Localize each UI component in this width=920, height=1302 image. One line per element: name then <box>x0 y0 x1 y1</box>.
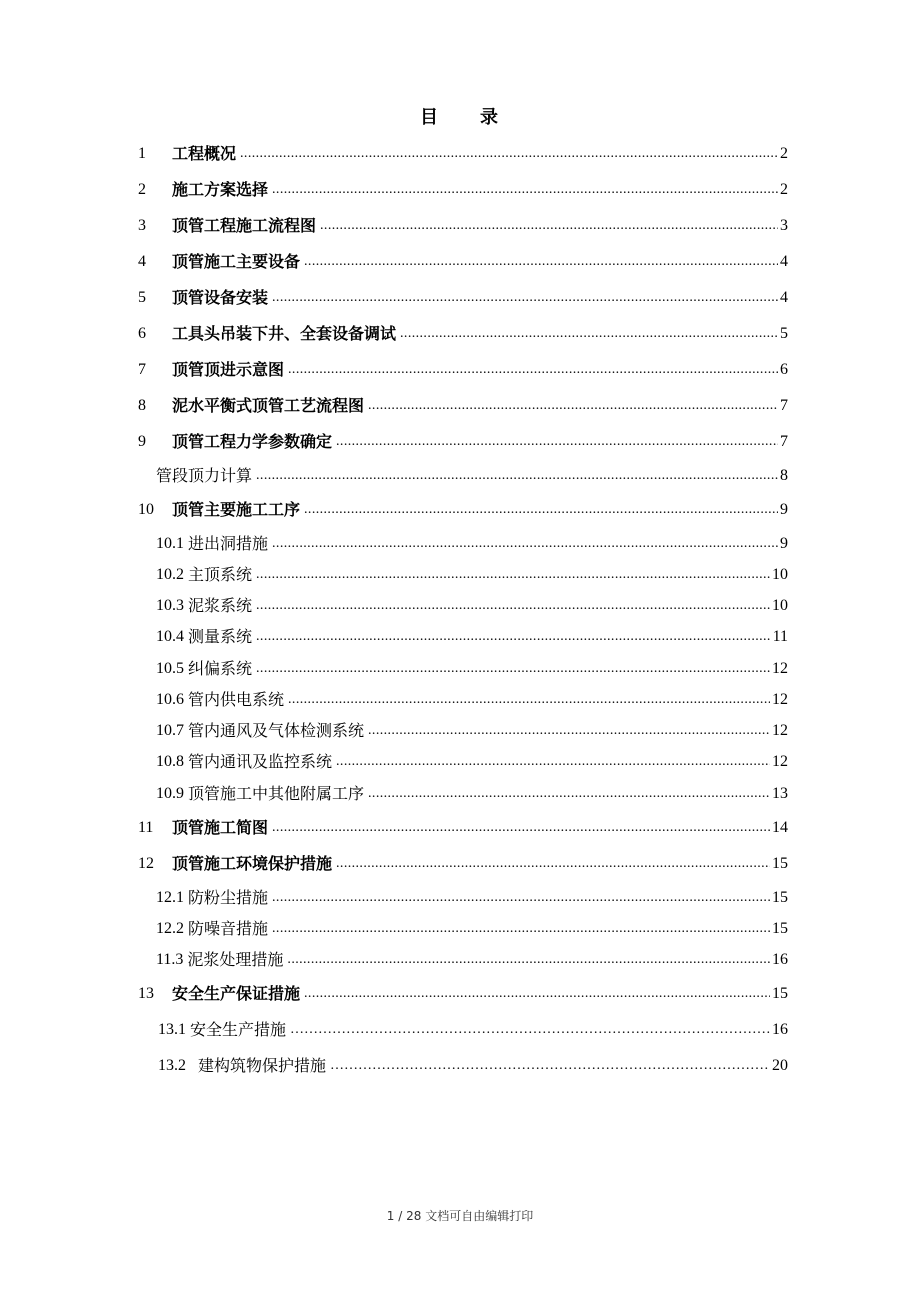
toc-entry-number: 3 <box>138 217 146 234</box>
toc-entry-number: 10.1 <box>156 535 184 552</box>
toc-entry-page: 9 <box>780 535 788 552</box>
toc-entry-label: 主顶系统 <box>188 565 253 584</box>
toc-entry-label: 管内通讯及监控系统 <box>188 752 333 771</box>
title-right-char: 录 <box>480 107 500 128</box>
toc-entry-page: 15 <box>772 855 788 872</box>
toc-entry-label: 防噪音措施 <box>188 919 269 938</box>
toc-entry-label: 工程概况 <box>172 144 237 163</box>
toc-entry-number: 11 <box>138 819 154 836</box>
toc-leader-dots <box>240 144 778 164</box>
toc-leader-dots <box>272 818 770 838</box>
toc-leader-dots <box>256 466 778 486</box>
toc-entry-10-7[interactable] <box>156 717 788 741</box>
toc-entry-number: 10.8 <box>156 753 184 770</box>
toc-entry-number: 10.4 <box>156 628 184 645</box>
toc-leader-dots <box>336 752 770 772</box>
toc-entry-label: 泥浆处理措施 <box>187 950 284 969</box>
toc-entry-page: 6 <box>780 361 788 378</box>
toc-leader-dots <box>288 360 778 380</box>
toc-entry-10-5[interactable] <box>156 655 788 679</box>
toc-entry-number: 12.2 <box>156 920 184 937</box>
toc-entry-page: 10 <box>772 597 788 614</box>
toc-entry-10-4[interactable] <box>156 623 788 647</box>
toc-entry-13[interactable] <box>138 980 788 1004</box>
toc-entry-page: 14 <box>772 819 788 836</box>
page-footer: 1 / 28 文档可自由编辑打印 <box>386 1209 534 1223</box>
toc-entry-number: 8 <box>138 397 146 414</box>
toc-entry-page: 15 <box>772 985 788 1002</box>
toc-entry-page: 2 <box>780 181 788 198</box>
toc-entry-label: 顶管施工主要设备 <box>172 252 301 271</box>
toc-entry-page: 13 <box>772 785 788 802</box>
toc-entry-10-2[interactable] <box>156 561 788 585</box>
toc-leader-dots <box>288 690 770 710</box>
toc-entry-13-2[interactable] <box>158 1052 788 1076</box>
toc-entry-7[interactable] <box>138 356 788 380</box>
toc-entry-number: 7 <box>138 361 146 378</box>
toc-entry-label: 顶管施工简图 <box>172 818 269 837</box>
toc-leader-dots <box>336 432 778 452</box>
toc-entry-page: 12 <box>772 691 788 708</box>
toc-entry-9-1[interactable] <box>156 462 788 486</box>
toc-entry-page: 12 <box>772 722 788 739</box>
page-title <box>0 103 920 129</box>
toc-entry-page: 2 <box>780 145 788 162</box>
toc-leader-dots <box>256 627 771 647</box>
toc-entry-number: 9 <box>138 433 146 450</box>
toc-leader-dots <box>336 854 770 874</box>
toc-entry-label: 管内供电系统 <box>188 690 285 709</box>
toc-entry-label: 建构筑物保护措施 <box>198 1056 327 1075</box>
toc-entry-number: 10.7 <box>156 722 184 739</box>
toc-entry-10-9[interactable] <box>156 780 788 804</box>
toc-leader-dots <box>304 500 778 520</box>
toc-entry-page: 10 <box>772 566 788 583</box>
toc-entry-page: 9 <box>780 501 788 518</box>
toc-entry-number: 13.1 <box>158 1021 186 1038</box>
toc-leader-dots <box>272 919 770 939</box>
toc-entry-label: 安全生产措施 <box>190 1020 287 1039</box>
toc-entry-page: 8 <box>780 467 788 484</box>
toc-entry-number: 4 <box>138 253 146 270</box>
toc-entry-page: 16 <box>772 951 788 968</box>
toc-entry-page: 20 <box>772 1057 788 1074</box>
toc-entry-page: 5 <box>780 325 788 342</box>
title-left-char: 目 <box>420 107 440 128</box>
toc-leader-dots <box>272 288 778 308</box>
toc-entry-label: 工具头吊装下井、全套设备调试 <box>172 324 397 343</box>
toc-entry-number: 10 <box>138 501 154 518</box>
toc-entry-10-1[interactable] <box>156 530 788 554</box>
toc-entry-10-6[interactable] <box>156 686 788 710</box>
toc-entry-11[interactable] <box>138 814 788 838</box>
toc-entry-12-2[interactable] <box>156 915 788 939</box>
toc-entry-page: 15 <box>772 920 788 937</box>
toc-entry-label: 泥浆系统 <box>188 596 253 615</box>
toc-entry-number: 13 <box>138 985 154 1002</box>
toc-entry-number: 13.2 <box>158 1057 186 1074</box>
toc-entry-4[interactable] <box>138 248 788 272</box>
toc-entry-page: 12 <box>772 753 788 770</box>
toc-entry-8[interactable] <box>138 392 788 416</box>
toc-leader-dots <box>400 324 778 344</box>
toc-entry-5[interactable] <box>138 284 788 308</box>
toc-entry-number: 12 <box>138 855 154 872</box>
toc-entry-label: 顶管设备安装 <box>172 288 269 307</box>
toc-entry-page: 12 <box>772 660 788 677</box>
toc-entry-12[interactable] <box>138 850 788 874</box>
toc-entry-label: 施工方案选择 <box>172 180 269 199</box>
toc-entry-13-1[interactable] <box>158 1016 788 1040</box>
toc-entry-label: 顶管施工中其他附属工序 <box>188 784 365 803</box>
toc-entry-12-1[interactable] <box>156 884 788 908</box>
toc-entry-number: 6 <box>138 325 146 342</box>
toc-entry-1[interactable] <box>138 140 788 164</box>
toc-entry-page: 4 <box>780 253 788 270</box>
toc-entry-number: 10.9 <box>156 785 184 802</box>
toc-entry-page: 15 <box>772 889 788 906</box>
toc-entry-number: 5 <box>138 289 146 306</box>
toc-entry-label: 纠偏系统 <box>188 659 253 678</box>
toc-entry-9[interactable] <box>138 428 788 452</box>
toc-entry-page: 7 <box>780 397 788 414</box>
toc-entry-page: 16 <box>772 1021 788 1038</box>
toc-entry-number: 2 <box>138 181 146 198</box>
toc-entry-label: 测量系统 <box>188 627 253 646</box>
toc-entry-12-3[interactable] <box>156 946 788 970</box>
toc-entry-10-3[interactable] <box>156 592 788 616</box>
toc-leader-dots <box>320 216 778 236</box>
toc-entry-label: 顶管顶进示意图 <box>172 360 285 379</box>
toc-leader-dots <box>287 950 770 970</box>
toc-leader-dots <box>256 659 770 679</box>
toc-entry-number: 10.2 <box>156 566 184 583</box>
toc-entry-page: 7 <box>780 433 788 450</box>
toc-entry-10-8[interactable] <box>156 748 788 772</box>
toc-leader-dots <box>368 396 778 416</box>
toc-entry-page: 4 <box>780 289 788 306</box>
toc-entry-10[interactable] <box>138 496 788 520</box>
toc-entry-label: 管内通风及气体检测系统 <box>188 721 365 740</box>
toc-leader-dots <box>330 1056 770 1076</box>
toc-entry-3[interactable] <box>138 212 788 236</box>
toc-leader-dots <box>304 984 770 1004</box>
toc-entry-number: 10.3 <box>156 597 184 614</box>
toc-entry-page: 3 <box>780 217 788 234</box>
toc-leader-dots <box>272 534 778 554</box>
toc-entry-number: 12.1 <box>156 889 184 906</box>
toc-entry-2[interactable] <box>138 176 788 200</box>
toc-entry-6[interactable] <box>138 320 788 344</box>
toc-entry-number: 11.3 <box>156 951 184 968</box>
toc-entry-page: 11 <box>772 628 788 645</box>
toc-entry-label: 管段顶力计算 <box>156 466 253 485</box>
toc-entry-label: 顶管工程力学参数确定 <box>172 432 333 451</box>
toc-leader-dots <box>368 721 770 741</box>
toc-entry-label: 顶管工程施工流程图 <box>172 216 317 235</box>
toc-leader-dots <box>290 1020 770 1040</box>
toc-entry-label: 安全生产保证措施 <box>172 984 301 1003</box>
toc-entry-label: 顶管主要施工工序 <box>172 500 301 519</box>
toc-leader-dots <box>304 252 778 272</box>
toc-entry-number: 10.6 <box>156 691 184 708</box>
toc-leader-dots <box>272 888 770 908</box>
toc-entry-label: 防粉尘措施 <box>188 888 269 907</box>
toc-entry-number: 1 <box>138 145 146 162</box>
toc-leader-dots <box>368 784 770 804</box>
toc-entry-label: 泥水平衡式顶管工艺流程图 <box>172 396 365 415</box>
toc-leader-dots <box>256 596 770 616</box>
toc-leader-dots <box>272 180 778 200</box>
toc-entry-number: 10.5 <box>156 660 184 677</box>
toc-leader-dots <box>256 565 770 585</box>
toc-entry-label: 进出洞措施 <box>188 534 269 553</box>
toc-entry-label: 顶管施工环境保护措施 <box>172 854 333 873</box>
